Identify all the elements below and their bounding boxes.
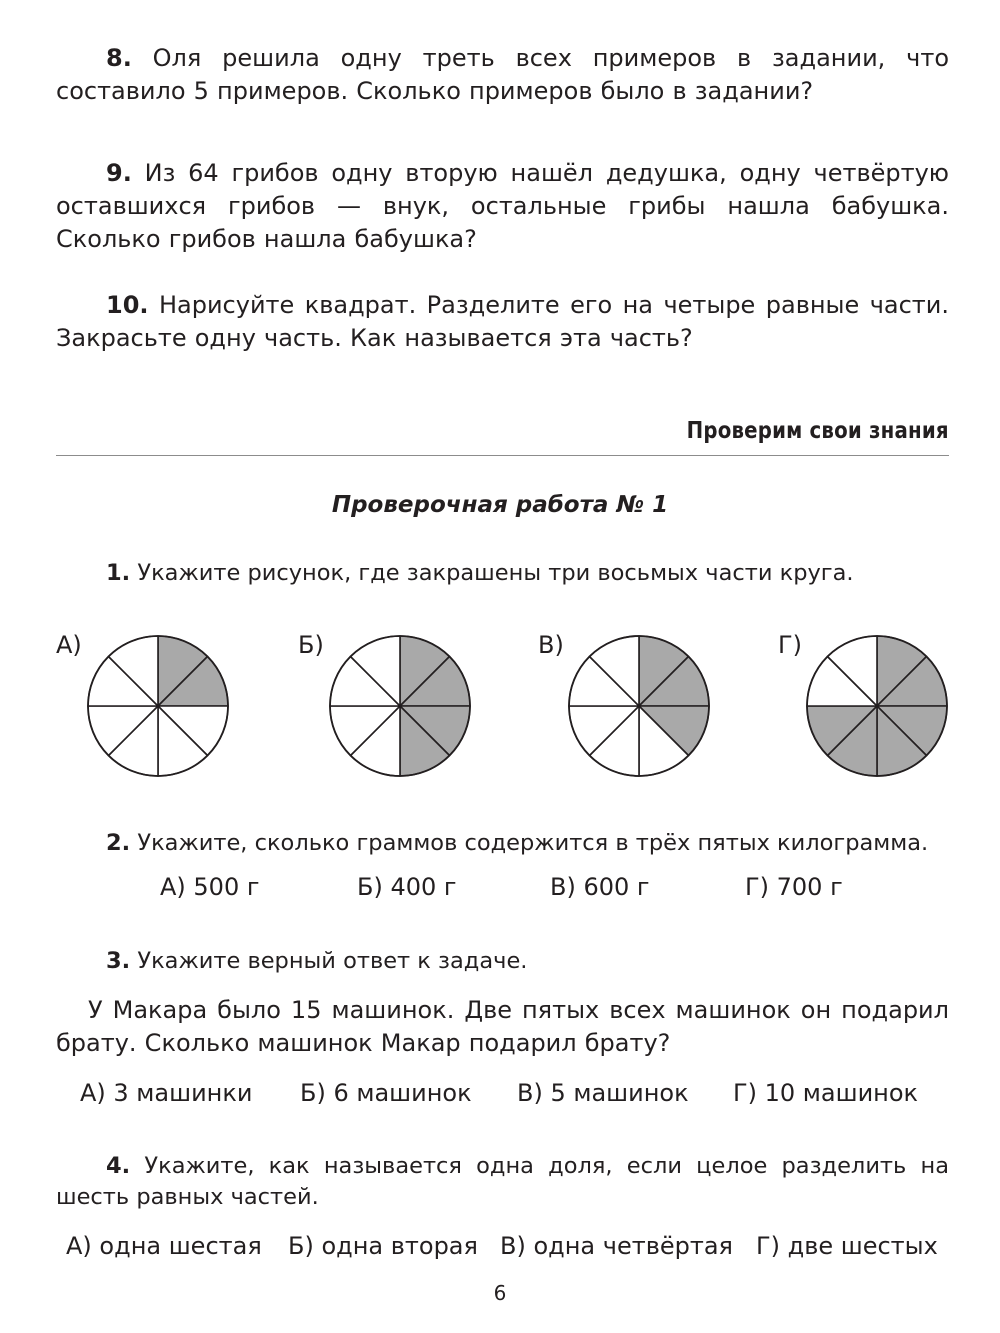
question-text: Укажите рисунок, где закрашены три восьмых части круга. — [130, 560, 854, 586]
question-number: 2. — [106, 830, 131, 856]
answer-option-a[interactable]: А) одна шестая — [66, 1232, 262, 1260]
task-text: Нарисуйте квадрат. Разделите его на четыре равные части. Закрасьте одну часть. Как называется эта часть? — [56, 291, 949, 352]
task-number: 10. — [106, 291, 149, 319]
question-number: 4. — [106, 1153, 131, 1179]
question-text: Укажите, как называется одна доля, если целое разделить на шесть равных частей. — [56, 1153, 949, 1210]
answer-option-b[interactable]: Б) 6 машинок — [300, 1079, 472, 1107]
option-label-g: Г) — [778, 631, 802, 659]
answer-option-b[interactable]: Б) одна вторая — [288, 1232, 478, 1260]
question-1 — [56, 558, 949, 589]
answer-option-g[interactable]: Г) две шестых — [756, 1232, 938, 1260]
answer-option-b[interactable]: Б) 400 г — [357, 873, 457, 901]
task-10 — [56, 289, 949, 355]
question-number: 3. — [106, 948, 131, 974]
option-label-b: Б) — [298, 631, 324, 659]
page-number: 6 — [493, 1281, 507, 1305]
section-header: Проверим свои знания — [686, 418, 949, 444]
question-3 — [56, 946, 949, 977]
answer-option-v[interactable]: В) 600 г — [550, 873, 650, 901]
task-text: Из 64 грибов одну вторую нашёл дедушка, одну четвёртую оставшихся грибов — внук, остальные грибы нашла бабушка. Сколько грибов нашла бабушка? — [56, 159, 949, 253]
question-number: 1. — [106, 560, 131, 586]
answer-option-g[interactable]: Г) 10 машинок — [733, 1079, 919, 1107]
task-8 — [56, 42, 949, 108]
circle-option-v[interactable] — [567, 634, 711, 778]
question-3-problem: У Макара было 15 машинок. Две пятых всех машинок он подарил брату. Сколько машинок Макар подарил брату? — [56, 996, 949, 1057]
answer-option-a[interactable]: А) 500 г — [160, 873, 260, 901]
task-9 — [56, 157, 949, 256]
question-text: Укажите верный ответ к задаче. — [130, 948, 528, 974]
task-number: 8. — [106, 44, 132, 72]
question-4 — [56, 1151, 949, 1213]
option-label-v: В) — [538, 631, 564, 659]
circle-option-g[interactable] — [805, 634, 949, 778]
circle-option-a[interactable] — [86, 634, 230, 778]
option-label-a: А) — [56, 631, 82, 659]
task-number: 9. — [106, 159, 132, 187]
question-2 — [56, 828, 949, 859]
answer-option-a[interactable]: А) 3 машинки — [80, 1079, 253, 1107]
task-text: Оля решила одну треть всех примеров в задании, что составило 5 примеров. Сколько примеров было в задании? — [56, 44, 949, 105]
answer-option-g[interactable]: Г) 700 г — [745, 873, 843, 901]
answer-option-v[interactable]: В) 5 машинок — [517, 1079, 689, 1107]
question-text: Укажите, сколько граммов содержится в трёх пятых килограмма. — [130, 830, 929, 856]
answer-option-v[interactable]: В) одна четвёртая — [500, 1232, 733, 1260]
work-title: Проверочная работа № 1 — [331, 492, 669, 518]
circle-option-b[interactable] — [328, 634, 472, 778]
section-divider — [56, 455, 949, 456]
